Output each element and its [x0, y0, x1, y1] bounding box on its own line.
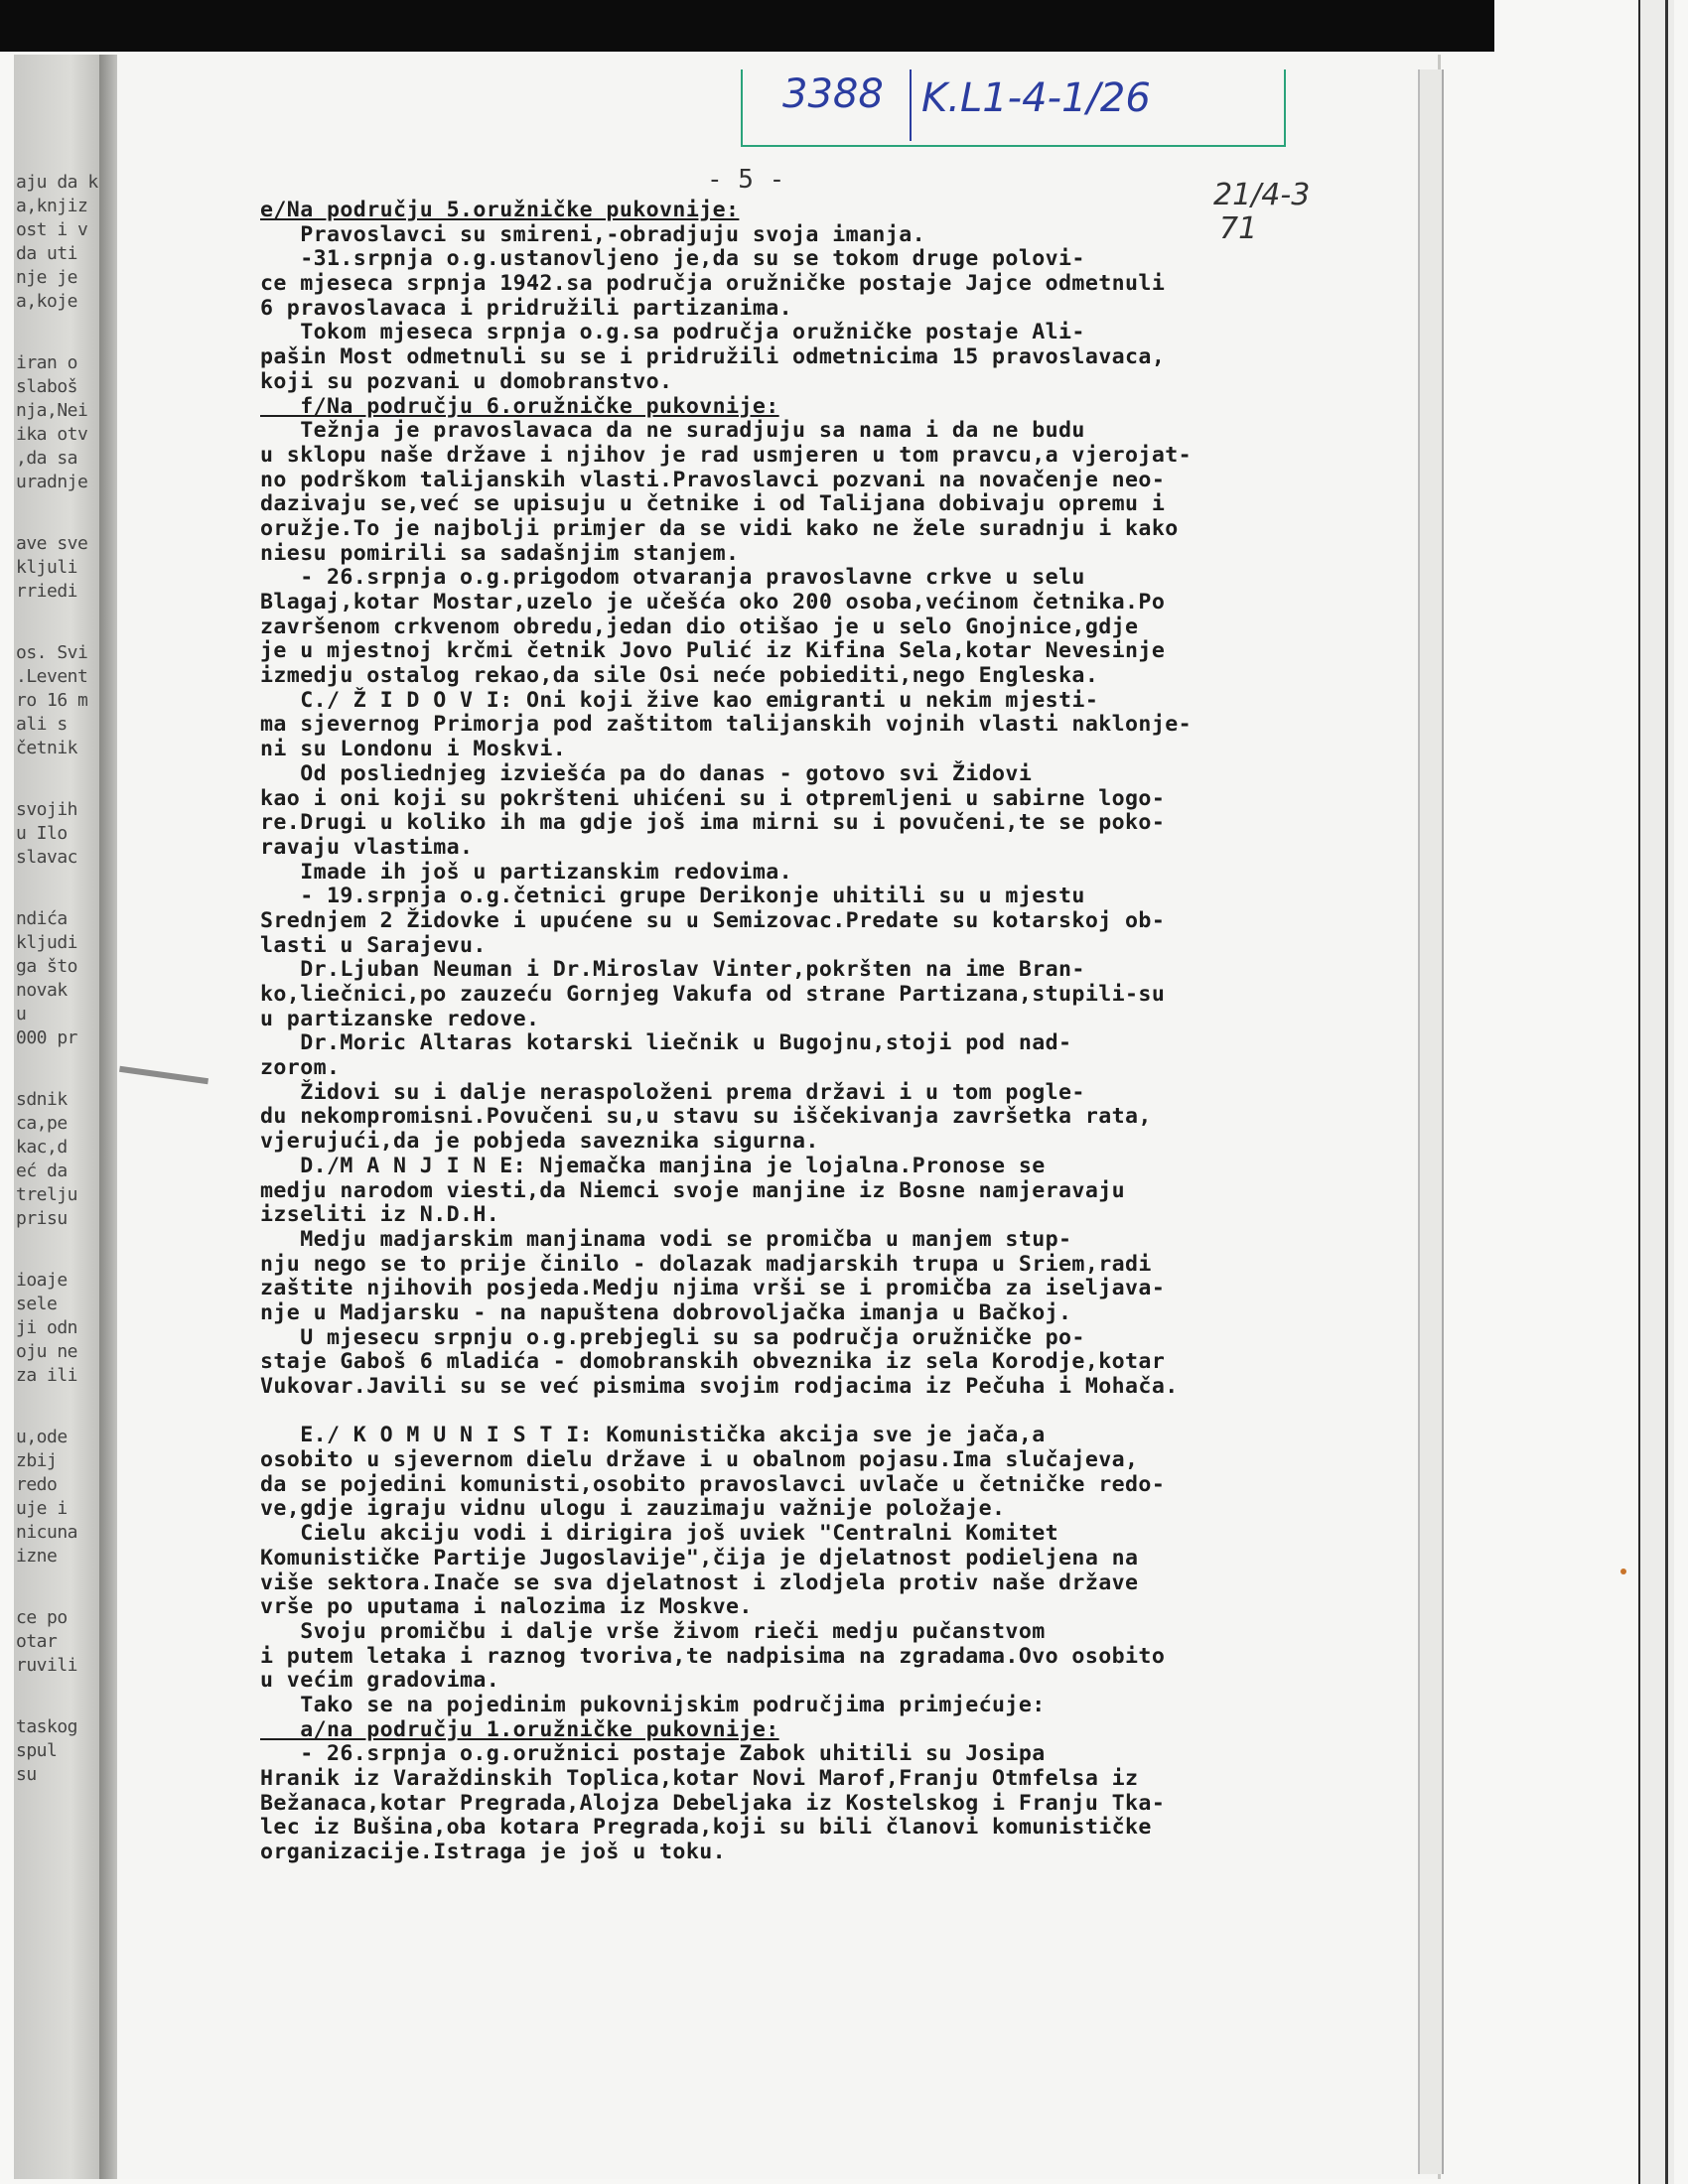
adjacent-page-text: su [16, 1764, 37, 1785]
text-line: C./ Ž I D O V I: Oni koji žive kao emigranti u nekim mjesti- [260, 687, 1099, 713]
text-line: ni su Londonu i Moskvi. [260, 737, 567, 762]
reference-number: 3388 [782, 71, 884, 117]
adjacent-page-text: kac,d [16, 1137, 68, 1158]
reference-divider [910, 69, 912, 141]
text-line: osobito u sjevernom dielu države i u obalnom pojasu.Ima slučajeva, [260, 1447, 1139, 1473]
page-number: - 5 - [707, 165, 785, 195]
adjacent-page-text: trelju [16, 1184, 78, 1205]
text-line: Pravoslavci su smireni,-obradjuju svoja imanja. [260, 221, 926, 247]
text-line: Vukovar.Javili su se već pismima svojim rodjacima iz Pečuha i Mohača. [260, 1374, 1179, 1399]
adjacent-page-text: sdnik [16, 1089, 68, 1110]
text-line: ce mjeseca srpnja 1942.sa područja oružničke postaje Jajce odmetnuli [260, 271, 1166, 297]
text-line: u partizanske redove. [260, 1006, 540, 1031]
text-line: - 19.srpnja o.g.četnici grupe Derikonje uhitili su u mjestu [260, 884, 1085, 909]
text-line: - 26.srpnja o.g.oružnici postaje Zabok uhitili su Josipa [260, 1741, 1046, 1767]
text-line: ve,gdje igraju vidnu ulogu i zauzimaju važnije položaje. [260, 1496, 1006, 1522]
text-line: Svoju promičbu i dalje vrše živom rieči medju pučanstvom [260, 1618, 1046, 1644]
adjacent-page-text: sele [16, 1294, 58, 1314]
text-line: zaštite njihovih posjeda.Medju njima vrši se i promičba za iseljava- [260, 1276, 1166, 1301]
adjacent-page-text: četnik [16, 738, 78, 758]
text-line: Težnja je pravoslavaca da ne suradjuju sa nama i da ne budu [260, 418, 1085, 444]
adjacent-page-text: za ili [16, 1365, 78, 1386]
text-line: izseliti iz N.D.H. [260, 1202, 500, 1228]
text-line: lec iz Bušina,oba kotara Pregrada,koji su bili članovi komunističke [260, 1815, 1152, 1841]
text-line: Imade ih još u partizanskim redovima. [260, 859, 793, 885]
text-line: du nekompromisni.Povučeni su,u stavu su iščekivanja završetka rata, [260, 1104, 1152, 1130]
text-line: je u mjestnoj krčmi četnik Jovo Pulić iz Kifina Sela,kotar Nevesinje [260, 638, 1166, 664]
adjacent-page-text: zbij [16, 1450, 58, 1471]
text-line [260, 1400, 1422, 1425]
text-line: koji su pozvani u domobranstvo. [260, 368, 673, 394]
adjacent-page-text: ost i v [16, 219, 88, 240]
text-line: ravaju vlastima. [260, 834, 474, 860]
adjacent-page-text: ga što [16, 956, 78, 977]
text-line: izmedju ostalog rekao,da sile Osi neće pobiediti,nego Engleska. [260, 663, 1099, 689]
adjacent-page-text: ika otv [16, 424, 88, 445]
adjacent-page-text: svojih [16, 799, 78, 820]
text-line: pašin Most odmetnuli su se i pridružili odmetnicima 15 pravoslavaca, [260, 344, 1166, 370]
adjacent-page-text: ro 16 m [16, 690, 88, 711]
text-line: U mjesecu srpnju o.g.prebjegli su sa područja oružničke po- [260, 1324, 1085, 1350]
adjacent-page-text: u [16, 1004, 27, 1024]
text-line: Komunističke Partije Jugoslavije",čija je djelatnost podieljena na [260, 1545, 1139, 1570]
adjacent-page-text: slaboš [16, 376, 78, 397]
text-line: Tako se na pojedinim pukovnijskim područjima primjećuje: [260, 1692, 1046, 1717]
text-line: niesu pomirili sa sadašnjim stanjem. [260, 540, 740, 566]
adjacent-page-text: nja,Nei [16, 400, 88, 421]
text-line: medju narodom viesti,da Niemci svoje manjine iz Bosne namjeravaju [260, 1177, 1126, 1203]
adjacent-page-text: ce po [16, 1607, 68, 1628]
text-line: re.Drugi u koliko ih ma gdje još ima mirni su i povučeni,te se poko- [260, 810, 1166, 836]
text-line: D./M A N J I N E: Njemačka manjina je lojalna.Pronose se [260, 1153, 1046, 1178]
archive-reference-stamp [741, 69, 1286, 147]
adjacent-page-text: 000 pr [16, 1027, 78, 1048]
adjacent-page-text: .Levent [16, 666, 88, 687]
text-line: lasti u Sarajevu. [260, 932, 487, 958]
text-line: ma sjevernog Primorja pod zaštitom talijanskih vojnih vlasti naklonje- [260, 712, 1193, 738]
text-line: završenom crkvenom obredu,jedan dio otišao je u selo Gnojnice,gdje [260, 614, 1139, 639]
text-line: organizacije.Istraga je još u toku. [260, 1840, 727, 1865]
text-line: Cielu akciju vodi i dirigira još uviek "Centralni Komitet [260, 1521, 1059, 1547]
adjacent-page-text: kljudi [16, 932, 78, 953]
text-line: -31.srpnja o.g.ustanovljeno je,da su se tokom druge polovi- [260, 246, 1085, 272]
text-line: u većim gradovima. [260, 1668, 500, 1694]
text-line: nje u Madjarsku - na napuštena dobrovoljačka imanja u Bačkoj. [260, 1299, 1072, 1325]
section-heading: f/Na području 6.oružničke pukovnije: [260, 393, 779, 419]
top-dark-band [0, 0, 1494, 52]
adjacent-page-text: otar [16, 1631, 58, 1652]
text-line: nju nego se to prije činilo - dolazak madjarskih trupa u Sriem,radi [260, 1251, 1152, 1277]
handwritten-note-line: 21/4-3 [1213, 178, 1311, 212]
adjacent-page-text: nicuna [16, 1522, 78, 1543]
text-line: Od posliednjeg izviešća pa do danas - gotovo svi Židovi [260, 760, 1033, 786]
adjacent-page-text: aju da k [16, 172, 98, 193]
text-line: Židovi su i dalje neraspoloženi prema državi i u tom pogle- [260, 1079, 1085, 1105]
adjacent-page-text: uradnje [16, 472, 88, 492]
text-line: zorom. [260, 1055, 341, 1081]
adjacent-page-text: a,koje [16, 291, 78, 312]
reference-code: K.L1-4-1/26 [921, 75, 1151, 121]
text-line: više sektora.Inače se sva djelatnost i zlodjela protiv naše države [260, 1570, 1139, 1595]
adjacent-page-text: spul [16, 1740, 58, 1761]
adjacent-page-text: ,da sa [16, 448, 78, 469]
text-line: 6 pravoslavaca i pridružili partizanima. [260, 295, 793, 321]
section-heading: e/Na području 5.oružničke pukovnije: [260, 198, 740, 222]
adjacent-page-text: eć da [16, 1160, 68, 1181]
text-line: Blagaj,kotar Mostar,uzelo je učešća oko 200 osoba,većinom četnika.Po [260, 590, 1166, 614]
section-heading: a/na području 1.oružničke pukovnije: [260, 1716, 779, 1742]
right-frame [1638, 0, 1674, 2184]
adjacent-page-text: novak [16, 980, 68, 1001]
adjacent-page-text: kljuli [16, 557, 78, 578]
text-line: Bežanaca,kotar Pregrada,Alojza Debeljaka iz Kostelskog i Franju Tka- [260, 1790, 1166, 1816]
text-line: - 26.srpnja o.g.prigodom otvaranja pravoslavne crkve u selu [260, 565, 1085, 591]
text-line: Dr.Ljuban Neuman i Dr.Miroslav Vinter,pokršten na ime Bran- [260, 957, 1085, 983]
text-line: E./ K O M U N I S T I: Komunistička akcija sve je jača,a [260, 1423, 1046, 1448]
adjacent-page-text: uje i [16, 1498, 68, 1519]
adjacent-page-text: a,knjiz [16, 196, 88, 216]
adjacent-page-text: izne [16, 1546, 58, 1567]
adjacent-page-text: iran o [16, 352, 78, 373]
adjacent-page-text: redo [16, 1474, 58, 1495]
adjacent-page-text: slavac [16, 847, 78, 868]
adjacent-page-text: ndića [16, 908, 68, 929]
adjacent-page-text: u Ilo [16, 823, 68, 844]
document-body [260, 199, 1422, 1865]
text-line: Dr.Moric Altaras kotarski liečnik u Bugojnu,stoji pod nad- [260, 1030, 1072, 1056]
adjacent-page-text: da uti [16, 243, 78, 264]
text-line: Medju madjarskim manjinama vodi se promičba u manjem stup- [260, 1226, 1072, 1252]
text-line: no podrškom talijanskih vlasti.Pravoslavci pozvani na novačenje neo- [260, 467, 1166, 492]
adjacent-page-fragment [14, 55, 108, 2179]
text-line: dazivaju se,već se upisuju u četnike i od Talijana dobivaju opremu i [260, 491, 1166, 517]
text-line: u sklopu naše države i njihov je rad usmjeren u tom pravcu,a vjerojat- [260, 442, 1193, 468]
adjacent-page-text: rriedi [16, 581, 78, 602]
right-frame-line [1665, 0, 1668, 2184]
text-line: kao i oni koji su pokršteni uhićeni su i otpremljeni u sabirne logo- [260, 785, 1166, 811]
handwritten-note-line: 71 [1219, 211, 1258, 246]
text-line: vrše po uputama i nalozima iz Moskve. [260, 1594, 753, 1620]
adjacent-page-text: ioaje [16, 1270, 68, 1291]
text-line: Srednjem 2 Židovke i upućene su u Semizovac.Predate su kotarskoj ob- [260, 907, 1166, 933]
stain-dot [1620, 1569, 1626, 1574]
text-line: Hranik iz Varaždinskih Toplica,kotar Novi Marof,Franju Otmfelsa iz [260, 1766, 1139, 1791]
adjacent-page-text: nje je [16, 267, 78, 288]
adjacent-page-text: oju ne [16, 1341, 78, 1362]
adjacent-page-text: ji odn [16, 1317, 78, 1338]
adjacent-page-text: ali s [16, 714, 68, 735]
adjacent-page-text: os. Svi [16, 642, 88, 663]
text-line: vjerujući,da je pobjeda saveznika sigurna. [260, 1129, 819, 1155]
text-line: staje Gaboš 6 mladića - domobranskih obveznika iz sela Korodje,kotar [260, 1349, 1166, 1375]
adjacent-page-text: prisu [16, 1208, 68, 1229]
text-line: Tokom mjeseca srpnja o.g.sa područja oružničke postaje Ali- [260, 320, 1085, 345]
text-line: i putem letaka i raznog tvoriva,te nadpisima na zgradama.Ovo osobito [260, 1643, 1166, 1669]
adjacent-page-text: ave sve [16, 533, 88, 554]
adjacent-page-text: taskog [16, 1716, 78, 1737]
adjacent-page-text: ca,pe [16, 1113, 68, 1134]
text-line: oružje.To je najbolji primjer da se vidi kako ne žele suradnju i kako [260, 515, 1179, 541]
text-line: da se pojedini komunisti,osobito pravoslavci uvlače u četničke redo- [260, 1471, 1166, 1497]
adjacent-page-text: u,ode [16, 1427, 68, 1447]
adjacent-page-text: ruvili [16, 1655, 78, 1676]
text-line: ko,liečnici,po zauzeću Gornjeg Vakufa od strane Partizana,stupili-su [260, 982, 1166, 1007]
